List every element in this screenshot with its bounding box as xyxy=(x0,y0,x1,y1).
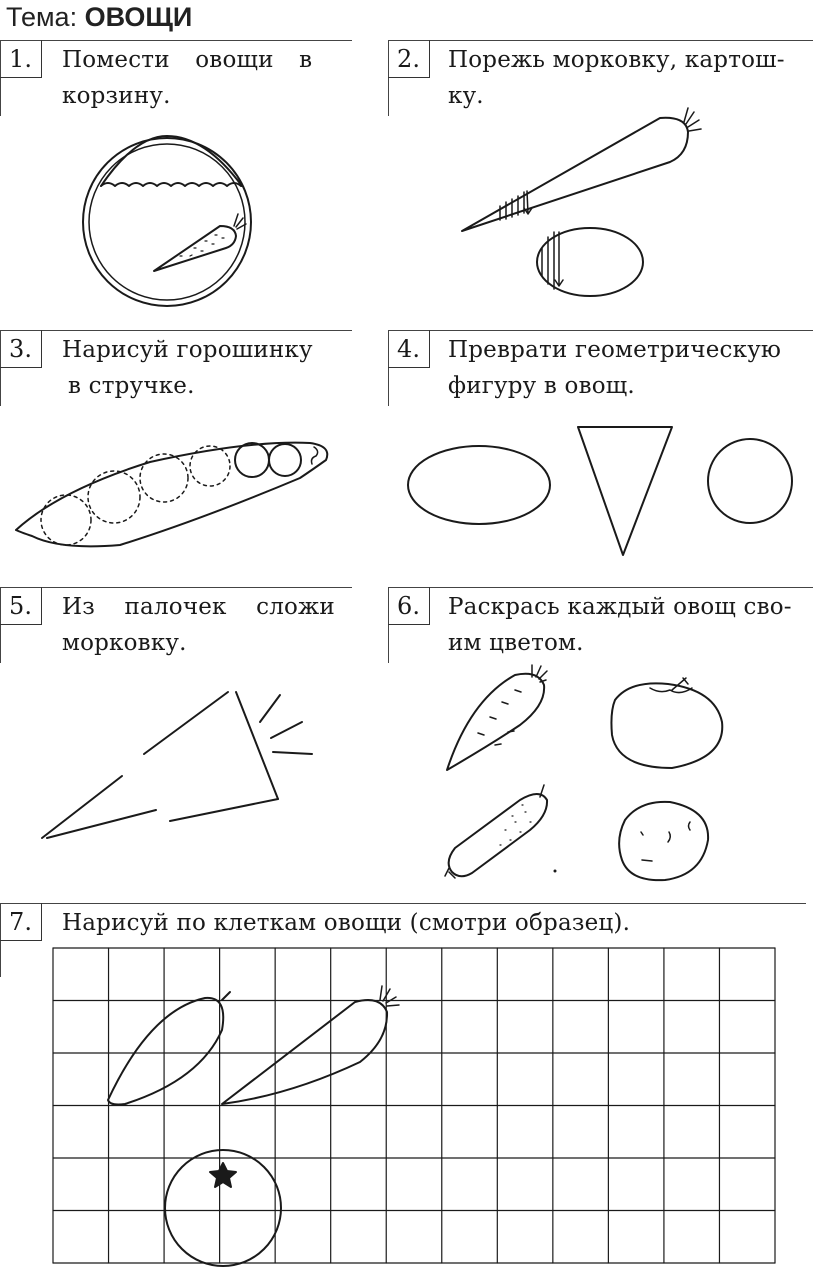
task-text-line1: Нарисуй горошинку xyxy=(62,337,313,363)
title-prefix: Тема: xyxy=(6,2,85,32)
task-number: 2. xyxy=(388,40,430,78)
task-number: 1. xyxy=(0,40,42,78)
drawing-grid xyxy=(53,948,775,1263)
task-number: 6. xyxy=(388,587,430,625)
task-text-line1: Раскрась каждый овощ сво- xyxy=(448,594,792,620)
task-number: 4. xyxy=(388,330,430,368)
cut-vegetables-illustration xyxy=(462,108,701,296)
title-topic: ОВОЩИ xyxy=(84,2,193,32)
task-text-line2: фигуру в овощ. xyxy=(448,373,635,399)
task-text-line1: Помести овощи в xyxy=(62,47,313,73)
grid-sample-drawings xyxy=(108,986,399,1266)
basket-illustration xyxy=(83,136,251,306)
sticks-carrot-illustration xyxy=(42,692,312,838)
color-vegetables-illustration xyxy=(445,665,722,880)
task-text-line2: ку. xyxy=(448,83,484,109)
task-text-line1: Из палочек сложи xyxy=(62,594,335,620)
task-text-line2: в стручке. xyxy=(68,373,195,399)
task-text-line1: Преврати геометрическую xyxy=(448,337,782,363)
geometric-shapes-illustration xyxy=(408,427,792,555)
task-text-line2: морковку. xyxy=(62,630,187,656)
task-text-line2: корзину. xyxy=(62,83,171,109)
task-number: 7. xyxy=(0,903,42,941)
task-number: 5. xyxy=(0,587,42,625)
task-text-line1: Нарисуй по клеткам овощи (смотри образец). xyxy=(62,910,631,936)
task-text-line1: Порежь морковку, картош- xyxy=(448,47,785,73)
task-number: 3. xyxy=(0,330,42,368)
pea-pod-illustration xyxy=(16,443,327,547)
task-text-line2: им цветом. xyxy=(448,630,584,656)
